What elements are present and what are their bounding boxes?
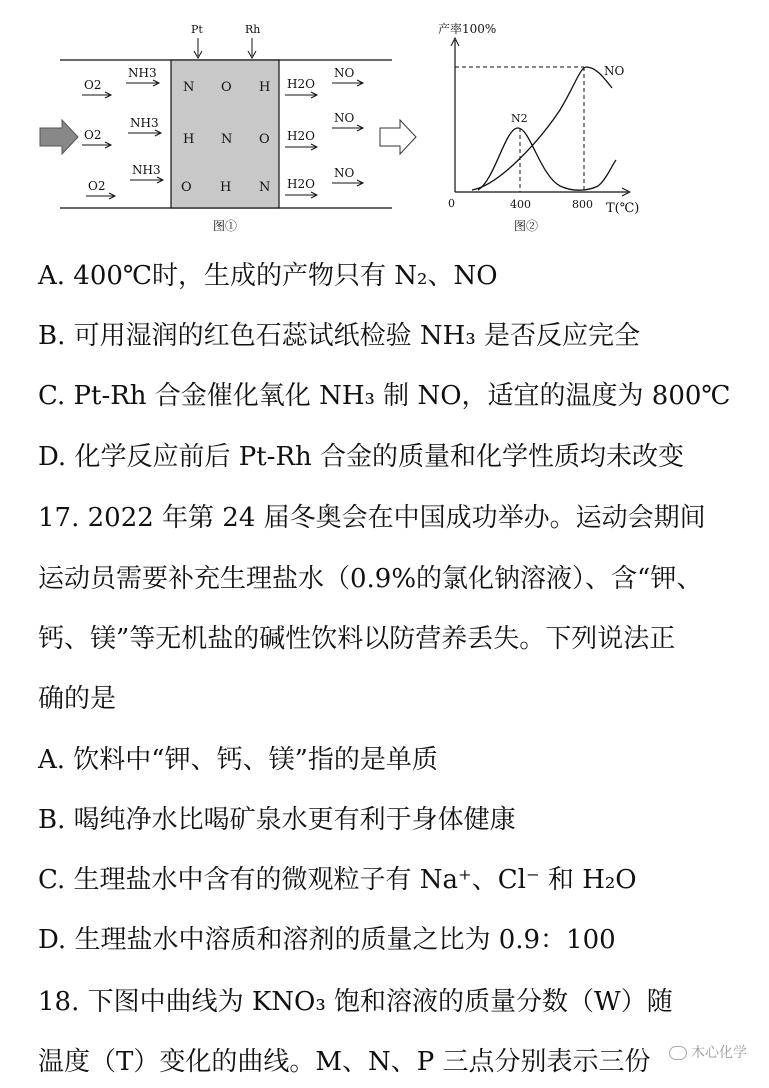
option-17b: B. 喝纯净水比喝矿泉水更有利于身体健康 — [38, 805, 516, 835]
top-label-rh: Rh — [245, 23, 261, 36]
atom: O — [259, 132, 270, 147]
reactant-o2-3: O2 — [88, 179, 106, 193]
reactant-nh3-2: NH3 — [130, 116, 159, 130]
watermark-text: 木心化学 — [691, 1045, 747, 1061]
question-17-line-4: 确的是 — [38, 684, 117, 714]
figure-1-caption: 图① — [213, 219, 238, 233]
product-h2o-3: H2O — [287, 177, 315, 191]
reactant-nh3-1: NH3 — [128, 66, 157, 80]
atom: N — [259, 180, 271, 195]
y-axis-label: 产率100% — [438, 22, 497, 36]
reactant-o2-2: O2 — [84, 128, 102, 142]
reactant-nh3-3: NH3 — [132, 163, 161, 177]
figure-2-caption: 图② — [514, 219, 539, 233]
watermark — [669, 1042, 747, 1062]
atom: O — [181, 180, 192, 195]
product-no-2: NO — [334, 111, 355, 125]
product-h2o-2: H2O — [287, 129, 315, 143]
x-tick-800: 800 — [572, 198, 593, 211]
option-16a: A. 400℃时，生成的产物只有 N₂、NO — [38, 261, 498, 291]
atom: H — [183, 132, 195, 147]
top-label-pt: Pt — [191, 23, 203, 36]
origin-label: 0 — [448, 197, 455, 210]
question-17-line-1: 17. 2022 年第 24 届冬奥会在中国成功举办。运动会期间 — [38, 503, 706, 533]
n2-curve — [478, 128, 616, 190]
question-17-line-3: 钙、镁”等无机盐的碱性饮料以防营养丢失。下列说法正 — [38, 624, 676, 654]
no-curve — [472, 67, 612, 190]
atom: N — [183, 80, 195, 95]
product-no-3: NO — [334, 166, 355, 180]
atom: O — [221, 80, 232, 95]
atom: N — [221, 132, 233, 147]
option-17a: A. 饮料中“钾、钙、镁”指的是单质 — [38, 745, 438, 775]
question-18-line-1: 18. 下图中曲线为 KNO₃ 饱和溶液的质量分数（W）随 — [38, 987, 673, 1017]
atom: H — [259, 80, 271, 95]
option-16c: C. Pt-Rh 合金催化氧化 NH₃ 制 NO，适宜的温度为 800℃ — [38, 381, 731, 411]
product-h2o-1: H2O — [287, 77, 315, 91]
atom: H — [220, 180, 232, 195]
x-axis-label: T(℃) — [606, 201, 640, 216]
product-no-1: NO — [334, 66, 355, 80]
question-17-line-2: 运动员需要补充生理盐水（0.9%的氯化钠溶液）、含“钾、 — [38, 564, 703, 594]
curve-label-no: NO — [604, 64, 625, 78]
figure-1-reactor — [40, 23, 416, 233]
reactant-labels — [82, 66, 163, 199]
option-16d: D. 化学反应前后 Pt-Rh 合金的质量和化学性质均未改变 — [38, 442, 685, 472]
wechat-logo-icon — [669, 1046, 687, 1060]
outlet-arrow-icon — [380, 120, 416, 154]
question-18-line-2: 温度（T）变化的曲线。M、N、P 三点分别表示三份 — [38, 1047, 651, 1077]
option-16b: B. 可用湿润的红色石蕊试纸检验 NH₃ 是否反应完全 — [38, 321, 641, 351]
option-17d: D. 生理盐水中溶质和溶剂的质量之比为 0.9：100 — [38, 925, 616, 955]
figures — [0, 0, 769, 245]
curve-label-n2: N2 — [511, 112, 528, 125]
figure-2-chart — [438, 21, 639, 233]
product-labels — [285, 66, 363, 198]
inlet-arrow-icon — [40, 120, 78, 154]
reactant-o2-1: O2 — [84, 78, 102, 92]
x-tick-400: 400 — [510, 198, 531, 211]
option-17c: C. 生理盐水中含有的微观粒子有 Na⁺、Cl⁻ 和 H₂O — [38, 865, 637, 895]
